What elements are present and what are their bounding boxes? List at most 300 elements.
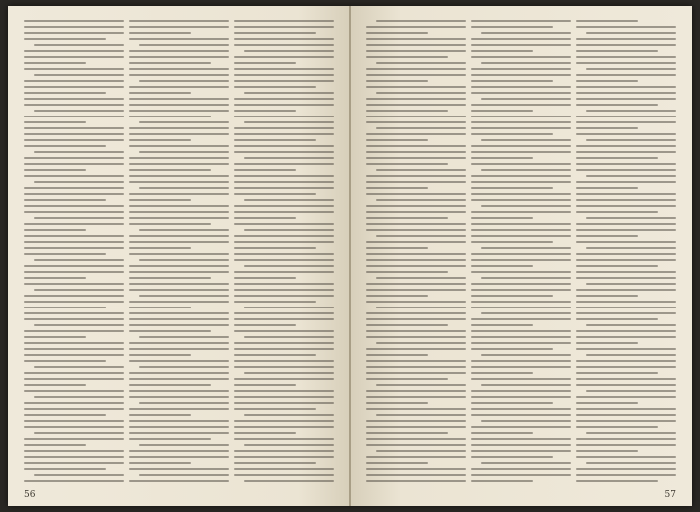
text-line: [376, 307, 466, 309]
text-line: [366, 175, 466, 177]
text-line: [576, 480, 658, 482]
text-line: [139, 402, 229, 404]
text-line: [24, 80, 124, 82]
text-line: [576, 307, 676, 309]
text-line: [471, 426, 571, 428]
text-line: [471, 235, 571, 237]
text-line: [129, 438, 211, 440]
text-line: [129, 247, 191, 249]
text-line: [576, 330, 676, 332]
text-line: [234, 348, 334, 350]
text-line: [24, 312, 124, 314]
text-line: [34, 432, 124, 434]
left-page-columns: [24, 20, 334, 482]
text-line: [139, 229, 229, 231]
text-line: [24, 360, 106, 362]
text-line: [576, 211, 658, 213]
text-line: [481, 169, 571, 171]
text-line: [366, 211, 466, 213]
text-line: [376, 169, 466, 171]
text-line: [576, 223, 676, 225]
text-line: [34, 396, 124, 398]
text-line: [376, 384, 466, 386]
text-line: [376, 92, 466, 94]
text-line: [24, 116, 124, 118]
text-line: [129, 318, 229, 320]
text-line: [24, 50, 124, 52]
text-line: [366, 408, 466, 410]
text-line: [366, 229, 466, 231]
text-line: [576, 420, 676, 422]
text-line: [129, 104, 229, 106]
text-line: [34, 259, 124, 261]
text-line: [129, 354, 191, 356]
text-line: [34, 324, 124, 326]
text-line: [471, 229, 571, 231]
text-line: [24, 480, 124, 482]
text-line: [244, 121, 334, 123]
text-line: [576, 336, 676, 338]
text-line: [34, 74, 124, 76]
text-line: [576, 265, 658, 267]
text-line: [234, 175, 334, 177]
text-line: [471, 289, 571, 291]
text-line: [129, 56, 229, 58]
text-line: [234, 163, 334, 165]
text-line: [129, 312, 229, 314]
text-line: [366, 468, 466, 470]
text-line: [234, 187, 334, 189]
text-line: [234, 390, 334, 392]
text-line: [24, 456, 124, 458]
text-line: [471, 265, 533, 267]
text-line: [34, 151, 124, 153]
text-line: [576, 414, 676, 416]
text-line: [129, 157, 229, 159]
text-line: [471, 390, 571, 392]
text-line: [366, 56, 448, 58]
text-line: [129, 193, 229, 195]
text-line: [481, 247, 571, 249]
text-line: [244, 199, 334, 201]
text-line: [24, 187, 124, 189]
text-line: [471, 241, 553, 243]
text-line: [129, 223, 211, 225]
text-line: [576, 50, 658, 52]
text-line: [24, 283, 124, 285]
text-line: [129, 92, 191, 94]
text-line: [366, 241, 466, 243]
text-line: [366, 301, 466, 303]
text-line: [586, 217, 676, 219]
text-line: [34, 289, 124, 291]
text-line: [129, 181, 229, 183]
text-line: [576, 74, 676, 76]
text-line: [24, 342, 124, 344]
text-line: [366, 145, 466, 147]
text-line: [366, 104, 466, 106]
text-line: [234, 62, 296, 64]
text-line: [24, 372, 124, 374]
text-line: [24, 318, 124, 320]
text-line: [471, 366, 571, 368]
text-line: [586, 175, 676, 177]
text-line: [234, 217, 296, 219]
text-line: [366, 68, 466, 70]
text-line: [366, 318, 466, 320]
text-line: [471, 20, 571, 22]
text-line: [234, 68, 334, 70]
text-line: [366, 462, 428, 464]
text-line: [576, 366, 676, 368]
text-line: [576, 312, 676, 314]
text-line: [576, 181, 676, 183]
text-line: [471, 223, 571, 225]
text-line: [471, 50, 533, 52]
text-line: [129, 241, 229, 243]
text-line: [234, 145, 334, 147]
text-line: [366, 444, 466, 446]
text-line: [34, 217, 124, 219]
text-line: [366, 181, 466, 183]
text-line: [576, 38, 676, 40]
text-line: [366, 86, 466, 88]
text-line: [24, 56, 124, 58]
text-line: [366, 223, 466, 225]
text-line: [129, 253, 229, 255]
text-line: [244, 92, 334, 94]
text-line: [576, 145, 676, 147]
page-number: 56: [24, 490, 36, 500]
text-line: [576, 318, 658, 320]
text-line: [234, 295, 334, 297]
text-line: [576, 456, 676, 458]
text-line: [576, 116, 676, 118]
text-line: [244, 414, 334, 416]
text-line: [366, 295, 428, 297]
text-line: [481, 312, 571, 314]
text-line: [24, 414, 106, 416]
text-line: [376, 127, 466, 129]
text-line: [129, 396, 229, 398]
text-line: [234, 324, 296, 326]
text-line: [234, 396, 334, 398]
text-line: [471, 283, 571, 285]
text-line: [129, 408, 229, 410]
text-line: [129, 271, 229, 273]
text-line: [244, 229, 334, 231]
text-line: [576, 104, 658, 106]
text-line: [376, 235, 466, 237]
text-column: [471, 20, 571, 482]
text-line: [366, 336, 466, 338]
text-line: [24, 450, 124, 452]
text-line: [24, 38, 106, 40]
text-line: [471, 271, 571, 273]
text-line: [481, 98, 571, 100]
text-line: [244, 444, 334, 446]
text-line: [139, 336, 229, 338]
text-line: [471, 318, 571, 320]
text-line: [586, 68, 676, 70]
text-line: [234, 74, 334, 76]
text-line: [129, 86, 229, 88]
text-line: [471, 92, 571, 94]
text-line: [471, 438, 571, 440]
text-line: [244, 50, 334, 52]
text-line: [24, 438, 124, 440]
text-line: [24, 271, 124, 273]
text-line: [471, 133, 553, 135]
text-line: [471, 360, 571, 362]
text-line: [139, 295, 229, 297]
text-line: [366, 217, 448, 219]
text-line: [234, 432, 296, 434]
text-line: [586, 462, 676, 464]
text-line: [366, 354, 428, 356]
text-line: [366, 480, 466, 482]
text-line: [586, 110, 676, 112]
text-line: [576, 402, 638, 404]
text-line: [129, 324, 229, 326]
text-line: [24, 378, 124, 380]
text-line: [576, 301, 676, 303]
text-line: [234, 169, 296, 171]
text-line: [471, 151, 571, 153]
text-line: [234, 32, 316, 34]
text-line: [34, 474, 124, 476]
text-line: [471, 378, 571, 380]
text-line: [576, 121, 676, 123]
text-line: [24, 295, 124, 297]
text-line: [481, 32, 571, 34]
text-line: [24, 277, 86, 279]
text-line: [366, 271, 448, 273]
text-line: [129, 307, 191, 309]
text-line: [24, 98, 124, 100]
text-line: [576, 151, 676, 153]
text-line: [586, 390, 676, 392]
text-column: [576, 20, 676, 482]
text-line: [471, 330, 571, 332]
text-line: [129, 127, 229, 129]
text-line: [471, 307, 571, 309]
text-line: [366, 372, 466, 374]
text-line: [234, 116, 334, 118]
page-number: 57: [664, 490, 676, 500]
text-line: [576, 342, 638, 344]
text-line: [24, 169, 86, 171]
text-line: [576, 408, 676, 410]
text-line: [586, 324, 676, 326]
text-line: [366, 163, 448, 165]
text-line: [576, 289, 676, 291]
text-line: [24, 336, 86, 338]
text-line: [129, 414, 191, 416]
right-page-columns: [366, 20, 676, 482]
text-line: [234, 247, 316, 249]
text-line: [576, 98, 676, 100]
text-line: [576, 468, 676, 470]
text-line: [24, 68, 124, 70]
text-line: [139, 187, 229, 189]
text-line: [24, 426, 124, 428]
text-line: [576, 450, 638, 452]
text-line: [129, 163, 229, 165]
text-line: [471, 68, 571, 70]
book-spread: [8, 6, 692, 506]
text-line: [471, 432, 533, 434]
text-line: [471, 121, 571, 123]
text-line: [366, 139, 428, 141]
text-line: [129, 32, 191, 34]
text-line: [139, 366, 229, 368]
text-line: [471, 253, 571, 255]
text-line: [234, 44, 334, 46]
text-line: [576, 62, 676, 64]
text-line: [129, 74, 229, 76]
text-line: [576, 372, 658, 374]
text-line: [366, 193, 466, 195]
text-line: [366, 426, 466, 428]
right-page: [350, 6, 692, 506]
text-line: [471, 74, 571, 76]
text-line: [234, 235, 334, 237]
text-line: [576, 193, 676, 195]
text-line: [376, 20, 466, 22]
text-line: [24, 247, 124, 249]
text-line: [234, 205, 334, 207]
text-line: [234, 438, 334, 440]
text-line: [471, 259, 571, 261]
text-line: [586, 354, 676, 356]
text-line: [576, 86, 676, 88]
text-line: [366, 80, 428, 82]
text-line: [234, 384, 296, 386]
text-line: [576, 295, 638, 297]
text-line: [129, 133, 229, 135]
text-line: [24, 20, 124, 22]
text-line: [129, 420, 229, 422]
text-line: [234, 354, 316, 356]
text-line: [576, 157, 658, 159]
text-line: [234, 211, 334, 213]
text-line: [129, 378, 229, 380]
text-line: [34, 110, 124, 112]
text-line: [234, 277, 296, 279]
text-line: [234, 342, 334, 344]
text-line: [24, 211, 124, 213]
text-line: [366, 378, 448, 380]
text-line: [366, 360, 466, 362]
text-line: [366, 187, 428, 189]
text-line: [481, 420, 571, 422]
text-line: [24, 265, 124, 267]
text-line: [576, 474, 676, 476]
text-line: [471, 199, 571, 201]
text-line: [129, 277, 211, 279]
text-line: [234, 241, 334, 243]
text-line: [576, 444, 676, 446]
text-line: [24, 348, 124, 350]
text-line: [366, 116, 466, 118]
left-page: [8, 6, 350, 506]
text-line: [234, 56, 334, 58]
text-line: [586, 432, 676, 434]
text-line: [129, 342, 229, 344]
text-line: [129, 360, 229, 362]
text-line: [24, 157, 124, 159]
text-line: [24, 199, 106, 201]
text-line: [471, 86, 571, 88]
text-line: [24, 241, 124, 243]
text-line: [234, 378, 334, 380]
text-line: [576, 229, 676, 231]
text-line: [481, 62, 571, 64]
text-line: [234, 420, 334, 422]
text-line: [376, 450, 466, 452]
text-line: [234, 98, 334, 100]
text-line: [234, 468, 334, 470]
text-line: [234, 330, 334, 332]
text-line: [586, 247, 676, 249]
text-line: [34, 366, 124, 368]
text-line: [471, 414, 571, 416]
text-line: [576, 187, 638, 189]
text-line: [24, 402, 124, 404]
book-gutter: [349, 6, 351, 506]
text-line: [234, 110, 296, 112]
text-line: [576, 56, 676, 58]
text-line: [234, 271, 334, 273]
text-line: [366, 312, 466, 314]
text-line: [234, 139, 316, 141]
text-line: [471, 44, 571, 46]
text-line: [234, 289, 334, 291]
text-line: [366, 121, 466, 123]
text-line: [24, 223, 124, 225]
text-line: [471, 402, 553, 404]
text-line: [576, 205, 676, 207]
text-line: [129, 139, 191, 141]
text-line: [366, 50, 466, 52]
text-line: [376, 199, 466, 201]
text-line: [471, 480, 533, 482]
text-line: [24, 62, 86, 64]
text-line: [471, 181, 571, 183]
text-line: [234, 86, 316, 88]
text-line: [471, 145, 571, 147]
text-line: [24, 408, 124, 410]
text-line: [129, 265, 229, 267]
text-line: [24, 330, 124, 332]
text-line: [24, 301, 124, 303]
text-line: [366, 157, 466, 159]
text-line: [471, 348, 553, 350]
text-line: [471, 336, 571, 338]
text-line: [376, 414, 466, 416]
text-line: [234, 301, 316, 303]
text-line: [129, 175, 229, 177]
text-line: [234, 26, 334, 28]
text-line: [234, 253, 334, 255]
text-line: [366, 366, 466, 368]
text-line: [129, 432, 229, 434]
text-line: [471, 444, 571, 446]
text-line: [24, 229, 86, 231]
text-line: [24, 32, 124, 34]
text-line: [234, 133, 334, 135]
